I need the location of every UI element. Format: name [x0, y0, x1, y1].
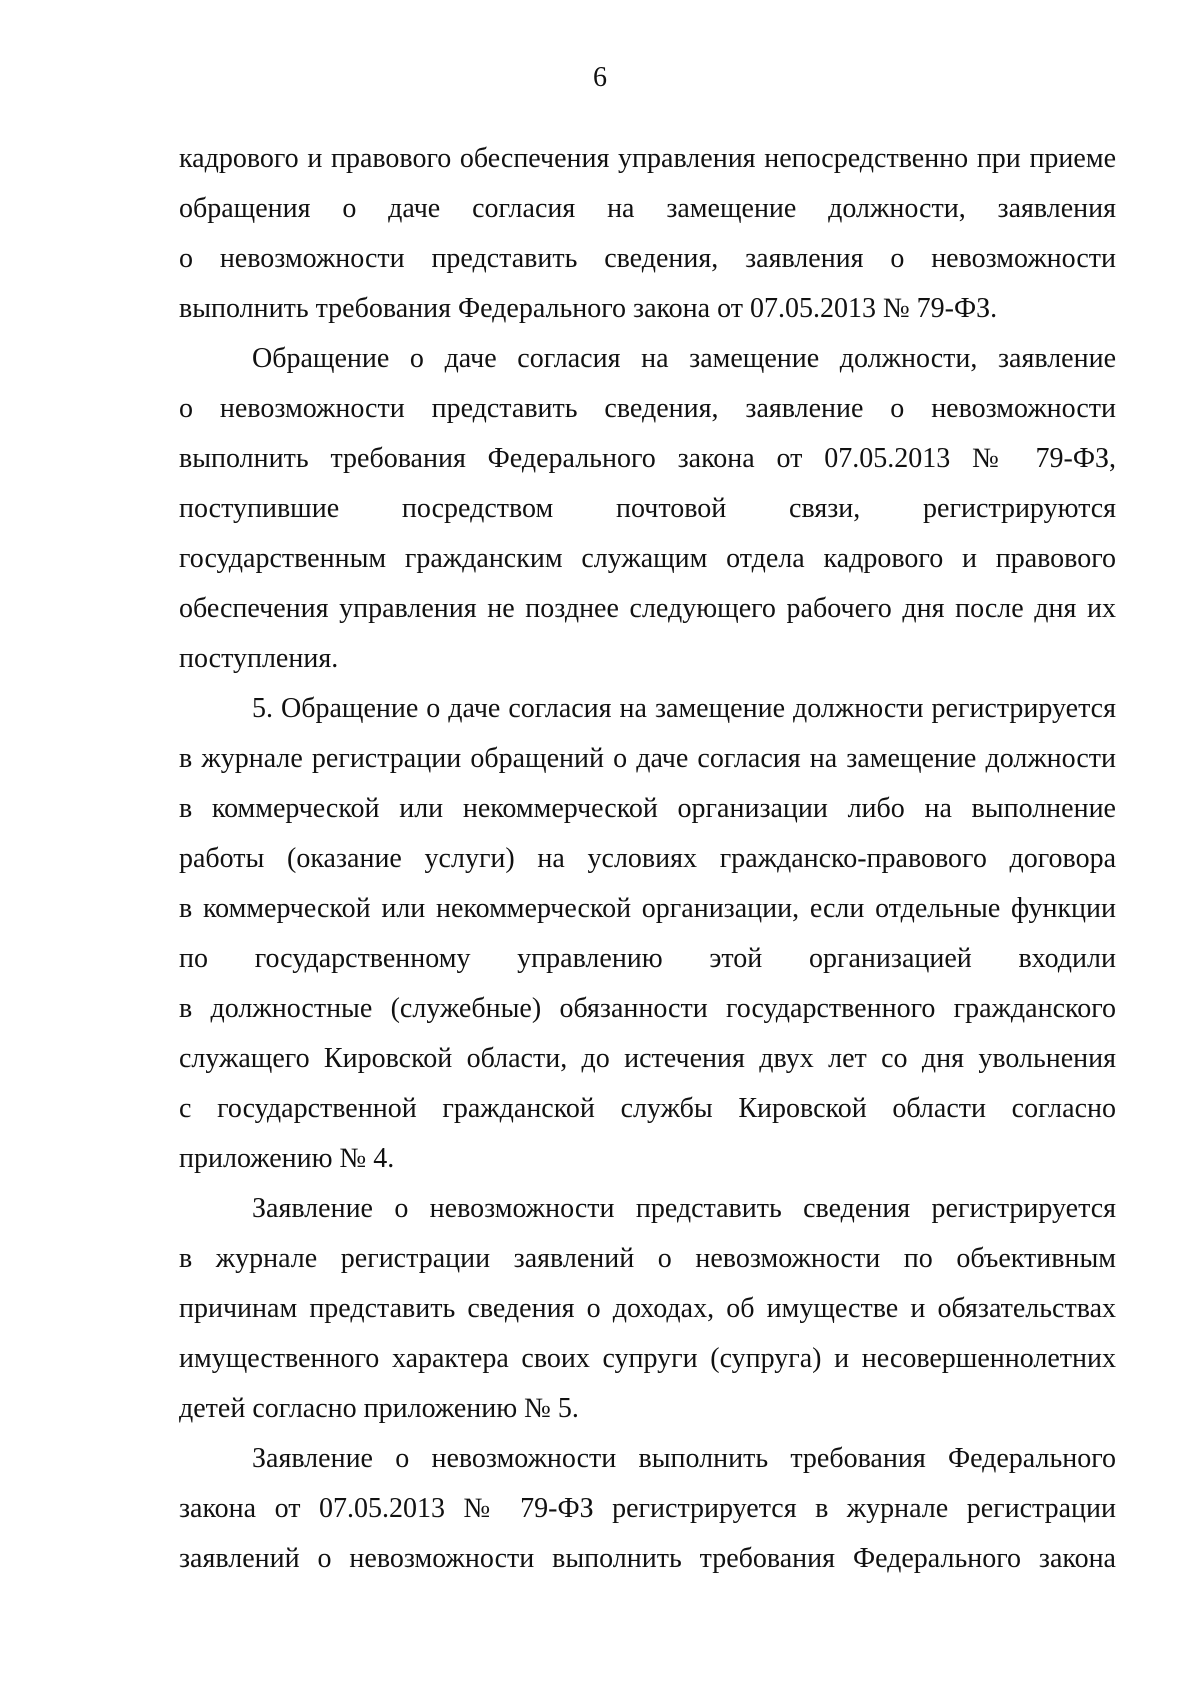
text-line: работы (оказание услуги) на условиях гражданско-правового договора	[179, 843, 1116, 874]
text-line: детей согласно приложению № 5.	[179, 1393, 579, 1424]
text-line: в коммерческой или некоммерческой организации либо на выполнение	[179, 793, 1116, 824]
page-number: 6	[593, 62, 607, 93]
text-line: выполнить требования Федерального закона от 07.05.2013 № 79-ФЗ.	[179, 293, 998, 324]
text-line: Заявление о невозможности представить сведения регистрируется	[252, 1193, 1116, 1224]
text-line: обращения о даче согласия на замещение должности, заявления	[179, 193, 1116, 224]
text-line: в журнале регистрации обращений о даче согласия на замещение должности	[179, 743, 1116, 774]
text-line: служащего Кировской области, до истечения двух лет со дня увольнения	[179, 1043, 1116, 1074]
text-line: причинам представить сведения о доходах, об имуществе и обязательствах	[179, 1293, 1116, 1324]
text-line: закона от 07.05.2013 № 79-ФЗ регистрируется в журнале регистрации	[179, 1493, 1116, 1524]
document-body	[179, 134, 1116, 1584]
text-line: заявлений о невозможности выполнить требования Федерального закона	[179, 1543, 1116, 1574]
text-line: 5. Обращение о даче согласия на замещение должности регистрируется	[252, 693, 1116, 724]
text-line: Заявление о невозможности выполнить требования Федерального	[252, 1443, 1116, 1474]
text-line: поступления.	[179, 643, 339, 674]
text-line: Обращение о даче согласия на замещение должности, заявление	[252, 343, 1116, 374]
text-line: в коммерческой или некоммерческой организации, если отдельные функции	[179, 893, 1116, 924]
text-line: по государственному управлению этой организацией входили	[179, 943, 1116, 974]
text-line: о невозможности представить сведения, заявление о невозможности	[179, 393, 1116, 424]
text-line: о невозможности представить сведения, заявления о невозможности	[179, 243, 1116, 274]
text-line: поступившие посредством почтовой связи, регистрируются	[179, 493, 1116, 524]
text-line: государственным гражданским служащим отдела кадрового и правового	[179, 543, 1116, 574]
text-line: обеспечения управления не позднее следующего рабочего дня после дня их	[179, 593, 1116, 624]
text-line: в журнале регистрации заявлений о невозможности по объективным	[179, 1243, 1116, 1274]
text-line: выполнить требования Федерального закона от 07.05.2013 № 79-ФЗ,	[179, 443, 1116, 474]
text-line: в должностные (служебные) обязанности государственного гражданского	[179, 993, 1116, 1024]
text-line: приложению № 4.	[179, 1143, 395, 1174]
text-line: с государственной гражданской службы Кировской области согласно	[179, 1093, 1116, 1124]
text-line: имущественного характера своих супруги (супруга) и несовершеннолетних	[179, 1343, 1116, 1374]
text-line: кадрового и правового обеспечения управления непосредственно при приеме	[179, 143, 1116, 174]
